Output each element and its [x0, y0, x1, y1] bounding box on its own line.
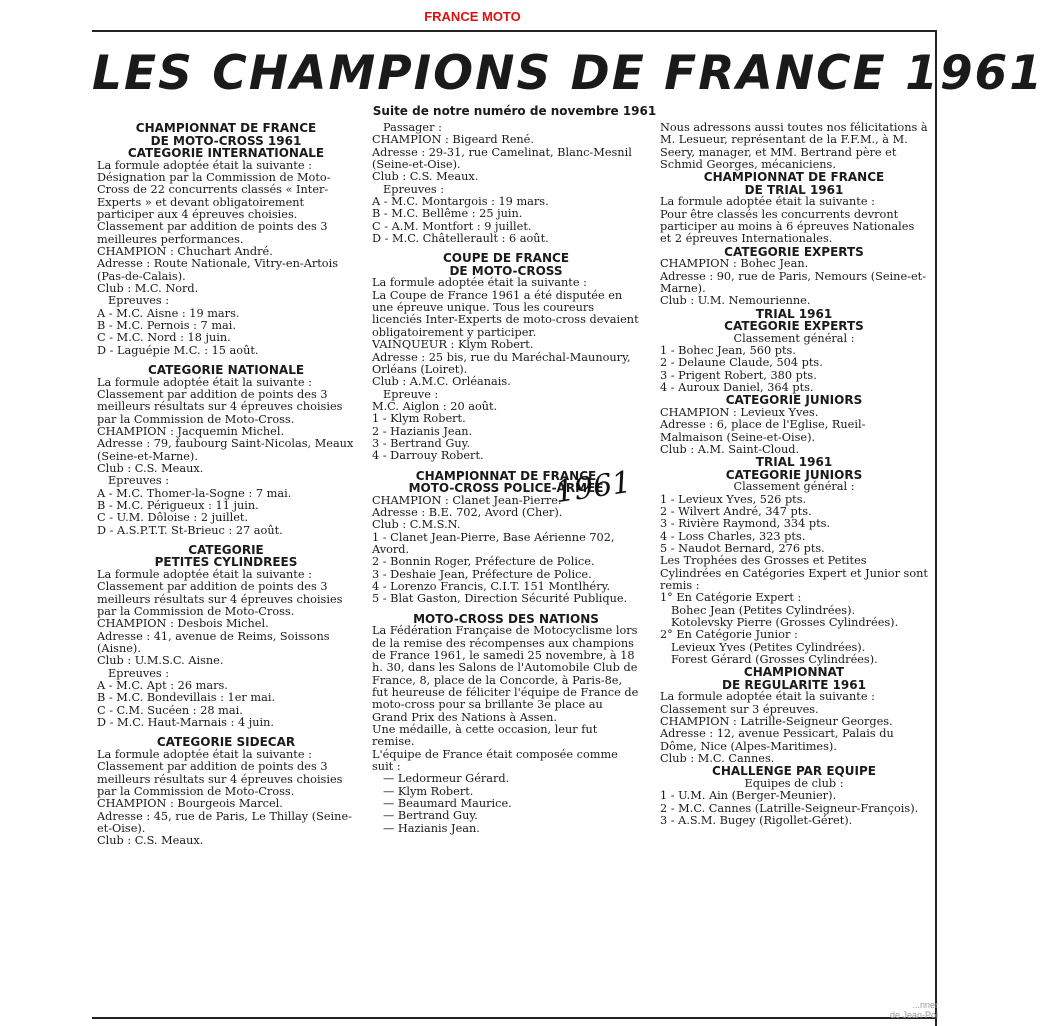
paragraph: Adresse : 90, rue de Paris, Nemours (Seine-et-Marne). [660, 269, 926, 295]
paragraph: Club : C.S. Meaux. [97, 834, 204, 848]
section-heading: PETITES CYLINDREES [154, 555, 298, 570]
paragraph: Pour être classés les concurrents devront participer au moins à 6 épreuves Nationales et 2 épreuves Internationales. [660, 207, 915, 246]
section-heading: CHAMPIONNAT DE FRANCE [415, 468, 597, 483]
paragraph: 1° En Catégorie Expert : [660, 591, 802, 605]
paragraph: La Fédération Française de Motocyclisme lors de la remise des récompenses aux champions de France 1961, le samedi 25 novembre, à 18 h. 30, dans les Salons de l'Automobile Club de France, 8, place de la Concorde, à Paris-8e, fut heureuse de féliciter l'équipe de France de moto-cross pour sa brillante 3e place au Grand Prix des Nations à Assen. [372, 624, 639, 724]
top-rule [92, 30, 937, 32]
paragraph: 5 - Blat Gaston, Direction Sécurité Publique. [372, 592, 628, 606]
paragraph: Epreuves : [383, 182, 445, 196]
paragraph: B - M.C. Bondevillais : 1er mai. [97, 691, 276, 705]
paragraph: A - M.C. Apt : 26 mars. [97, 679, 228, 693]
paragraph: Adresse : B.E. 702, Avord (Cher). [372, 505, 563, 519]
section-heading: CATEGORIE SIDECAR [156, 735, 296, 750]
section-heading: DE MOTO-CROSS [449, 263, 563, 278]
right-rule [935, 30, 937, 1026]
paragraph: A - M.C. Montargois : 19 mars. [372, 195, 549, 209]
section-heading: CHAMPIONNAT DE FRANCE [135, 121, 317, 135]
section-heading: CATEGORIE JUNIORS [725, 393, 863, 408]
paragraph: 2 - Wilvert André, 347 pts. [660, 504, 812, 518]
paragraph: D - Laguépie M.C. : 15 août. [97, 343, 259, 357]
paragraph: Levieux Yves (Petites Cylindrées). [671, 640, 866, 654]
paragraph: Club : U.M. Nemourienne. [660, 294, 811, 308]
page-title: LES CHAMPIONS DE FRANCE 1961 [92, 46, 1044, 101]
handwritten-year: 1961 [552, 464, 634, 511]
paragraph: CHAMPION : Jacquemin Michel. [97, 424, 285, 438]
paragraph: Forest Gérard (Grosses Cylindrées). [671, 653, 878, 667]
paragraph: Adresse : 29-31, rue Camelinat, Blanc-Mesnil (Seine-et-Oise). [372, 145, 632, 172]
section-heading: CATEGORIE [188, 542, 264, 557]
section-heading: TRIAL 1961 [755, 306, 833, 321]
paragraph: CHAMPION : Latrille-Seigneur Georges. [660, 715, 893, 729]
paragraph: CHAMPION : Desbois Michel. [97, 617, 269, 631]
paragraph: Les Trophées des Grosses et Petites Cylindrées en Catégories Expert et Junior sont remis : [660, 554, 928, 592]
section-heading: CATEGORIE EXPERTS [724, 244, 864, 259]
subtitle: Suite de notre numéro de novembre 1961 [372, 104, 657, 118]
paragraph: 3 - Bertrand Guy. [372, 436, 471, 450]
paragraph: C - U.M. Dôloise : 2 juillet. [97, 511, 249, 525]
section-heading: CHAMPIONNAT [743, 665, 845, 680]
paragraph: Classement par addition de points des 3 meilleurs résultats sur 4 épreuves choisies par la Commission de Moto-Cross. [97, 760, 343, 798]
magazine-name: FRANCE MOTO [424, 9, 521, 24]
paragraph: Epreuves : [108, 666, 170, 680]
paragraph: 1 - Levieux Yves, 526 pts. [660, 492, 807, 506]
paragraph: CHAMPION : Levieux Yves. [660, 405, 819, 419]
paragraph: 4 - Lorenzo Francis, C.I.T. 151 Montlhéry. [372, 580, 611, 593]
section-heading: DE REGULARITE 1961 [722, 677, 866, 692]
paragraph: Classement général : [733, 480, 855, 494]
paragraph: 1 - U.M. Ain (Berger-Meunier). [660, 789, 837, 803]
section-heading: CATEGORIE EXPERTS [724, 319, 864, 334]
paragraph: Adresse : 79, faubourg Saint-Nicolas, Meaux (Seine-et-Marne). [97, 437, 354, 463]
paragraph: B - M.C. Périgueux : 11 juin. [97, 498, 259, 512]
section-heading: CHALLENGE PAR EQUIPE [712, 764, 876, 779]
paragraph: 1 - Klym Robert. [372, 412, 466, 426]
paragraph: Classement par addition de points des 3 meilleures performances. [97, 220, 328, 246]
paragraph: Club : A.M. Saint-Cloud. [660, 442, 800, 456]
paragraph: A - M.C. Thomer-la-Sogne : 7 mai. [97, 486, 292, 500]
paragraph: CHAMPION : Bourgeois Marcel. [97, 797, 283, 811]
paragraph: Club : C.S. Meaux. [97, 461, 204, 475]
paragraph: 4 - Loss Charles, 323 pts. [660, 529, 806, 543]
paragraph: B - M.C. Bellême : 25 juin. [372, 207, 523, 221]
paragraph: Adresse : 6, place de l'Eglise, Rueil-Malmaison (Seine-et-Oise). [660, 418, 866, 444]
paragraph: Epreuves : [108, 294, 170, 308]
paragraph: Adresse : 12, avenue Pessicart, Palais du Dôme, Nice (Alpes-Maritimes). [660, 727, 894, 753]
paragraph: Classement général : [733, 331, 855, 345]
paragraph: 2 - Hazianis Jean. [372, 424, 473, 438]
paragraph: CHAMPION : Bigeard René. [372, 133, 534, 147]
paragraph: 5 - Naudot Bernard, 276 pts. [660, 541, 825, 555]
paragraph: Kotolevsky Pierre (Grosses Cylindrées). [671, 616, 899, 629]
credit-line: de Jean-Pol [889, 1010, 938, 1020]
paragraph: Adresse : 25 bis, rue du Maréchal-Maunoury, Orléans (Loiret). [372, 350, 631, 376]
section-heading: MOTO-CROSS DES NATIONS [413, 611, 599, 626]
section-heading: CHAMPIONNAT DE FRANCE [703, 170, 885, 185]
paragraph: Club : U.M.S.C. Aisne. [97, 654, 224, 668]
paragraph: Classement sur 3 épreuves. [660, 702, 819, 716]
article-column-3 [660, 122, 928, 1012]
section-heading: CATEGORIE NATIONALE [147, 363, 305, 377]
paragraph: Classement par addition de points des 3 meilleurs résultats sur 4 épreuves choisies par la Commission de Moto-Cross. [97, 580, 343, 618]
article-column-1 [97, 122, 355, 1012]
paragraph: Club : M.C. Nord. [97, 281, 199, 295]
article-column-2 [372, 122, 640, 1012]
paragraph: C - M.C. Nord : 18 juin. [97, 331, 231, 345]
paragraph: C - A.M. Montfort : 9 juillet. [372, 219, 532, 233]
paragraph: 2 - M.C. Cannes (Latrille-Seigneur-François). [660, 801, 919, 815]
section-heading: DE TRIAL 1961 [744, 182, 844, 197]
credit-line: ...nner [912, 1000, 938, 1010]
paragraph: D - M.C. Haut-Marnais : 4 juin. [97, 716, 275, 730]
bottom-rule [92, 1017, 937, 1019]
paragraph: Bohec Jean (Petites Cylindrées). [671, 603, 856, 617]
photo-credit [858, 1000, 938, 1020]
paragraph: La formule adoptée était la suivante : [97, 158, 312, 172]
paragraph: La formule adoptée était la suivante : [660, 195, 875, 209]
paragraph: D - M.C. Châtellerault : 6 août. [372, 232, 549, 246]
paragraph: L'équipe de France était composée comme suit : [372, 747, 618, 773]
paragraph: Club : C.S. Meaux. [372, 170, 479, 184]
paragraph: B - M.C. Pernois : 7 mai. [97, 318, 236, 332]
paragraph: 3 - Rivière Raymond, 334 pts. [660, 517, 831, 531]
section-heading: MOTO-CROSS POLICE-ARMEE [408, 481, 604, 496]
paragraph: — Bertrand Guy. [383, 809, 478, 823]
paragraph: Une médaille, à cette occasion, leur fut remise. [372, 722, 598, 749]
paragraph: La Coupe de France 1961 a été disputée en une épreuve unique. Tous les coureurs licenciés Inter-Experts de moto-cross devaient obligatoirement y participer. [372, 288, 639, 339]
paragraph: 1 - Clanet Jean-Pierre, Base Aérienne 702, Avord. [372, 530, 615, 556]
section-heading: COUPE DE FRANCE [442, 251, 570, 266]
section-heading: CATEGORIE INTERNATIONALE [127, 146, 325, 160]
paragraph: Classement par addition de points des 3 meilleurs résultats sur 4 épreuves choisies par la Commission de Moto-Cross. [97, 387, 343, 426]
paragraph: CHAMPION : Clanet Jean-Pierre. [372, 493, 562, 507]
paragraph: D - A.S.P.T.T. St-Brieuc : 27 août. [97, 523, 283, 537]
paragraph: Adresse : 41, avenue de Reims, Soissons (Aisne). [97, 629, 330, 656]
paragraph: — Beaumard Maurice. [383, 797, 512, 810]
paragraph: 1 - Bohec Jean, 560 pts. [660, 343, 796, 357]
paragraph: Club : C.M.S.N. [372, 518, 461, 532]
paragraph: CHAMPION : Bohec Jean. [660, 257, 809, 271]
paragraph: Club : A.M.C. Orléanais. [372, 375, 511, 389]
section-heading: CATEGORIE JUNIORS [725, 467, 863, 482]
paragraph: La formule adoptée était la suivante : [97, 567, 312, 581]
paragraph: C - C.M. Sucéen : 28 mai. [97, 703, 243, 717]
paragraph: 2 - Delaune Claude, 504 pts. [660, 356, 823, 370]
paragraph: 3 - Deshaie Jean, Préfecture de Police. [372, 567, 592, 581]
paragraph: 3 - A.S.M. Bugey (Rigollet-Géret). [660, 813, 853, 827]
paragraph: M.C. Aiglon : 20 août. [372, 399, 498, 413]
paragraph: Club : M.C. Cannes. [660, 752, 775, 766]
paragraph: 4 - Auroux Daniel, 364 pts. [660, 381, 814, 394]
paragraph: Adresse : 45, rue de Paris, Le Thillay (Seine-et-Oise). [97, 809, 352, 835]
paragraph: 2° En Catégorie Junior : [660, 628, 798, 642]
paragraph: La formule adoptée était la suivante : [97, 747, 312, 761]
paragraph: La formule adoptée était la suivante : [97, 375, 312, 389]
paragraph: Epreuve : [383, 387, 439, 401]
paragraph: A - M.C. Aisne : 19 mars. [97, 306, 240, 320]
paragraph: Equipes de club : [744, 776, 844, 790]
paragraph: 2 - Bonnin Roger, Préfecture de Police. [372, 555, 595, 569]
paragraph: — Ledormeur Gérard. [383, 772, 510, 786]
paragraph: 3 - Prigent Robert, 380 pts. [660, 368, 817, 382]
paragraph: La formule adoptée était la suivante : [660, 690, 875, 704]
paragraph: — Klym Robert. [383, 784, 474, 798]
paragraph: Adresse : Route Nationale, Vitry-en-Artois (Pas-de-Calais). [97, 257, 339, 283]
paragraph: Nous adressons aussi toutes nos félicitations à M. Lesueur, représentant de la F.F.M., à M. Seery, manager, et MM. Bertrand père et Schmid Georges, mécaniciens. [660, 121, 928, 172]
paragraph: 4 - Darrouy Robert. [372, 449, 484, 463]
paragraph: VAINQUEUR : Klym Robert. [372, 338, 534, 352]
paragraph: Passager : [383, 121, 442, 134]
paragraph: — Hazianis Jean. [383, 821, 480, 835]
paragraph: CHAMPION : Chuchart André. [97, 244, 273, 258]
paragraph: Epreuves : [108, 474, 170, 488]
paragraph: La formule adoptée était la suivante : [372, 276, 587, 290]
section-heading: TRIAL 1961 [755, 455, 833, 470]
paragraph: Désignation par la Commission de Moto-Cross de 22 concurrents classés « Inter-Experts » et devant obligatoirement participer aux 4 épreuves choisies. [97, 170, 331, 221]
section-heading: DE MOTO-CROSS 1961 [150, 133, 302, 148]
